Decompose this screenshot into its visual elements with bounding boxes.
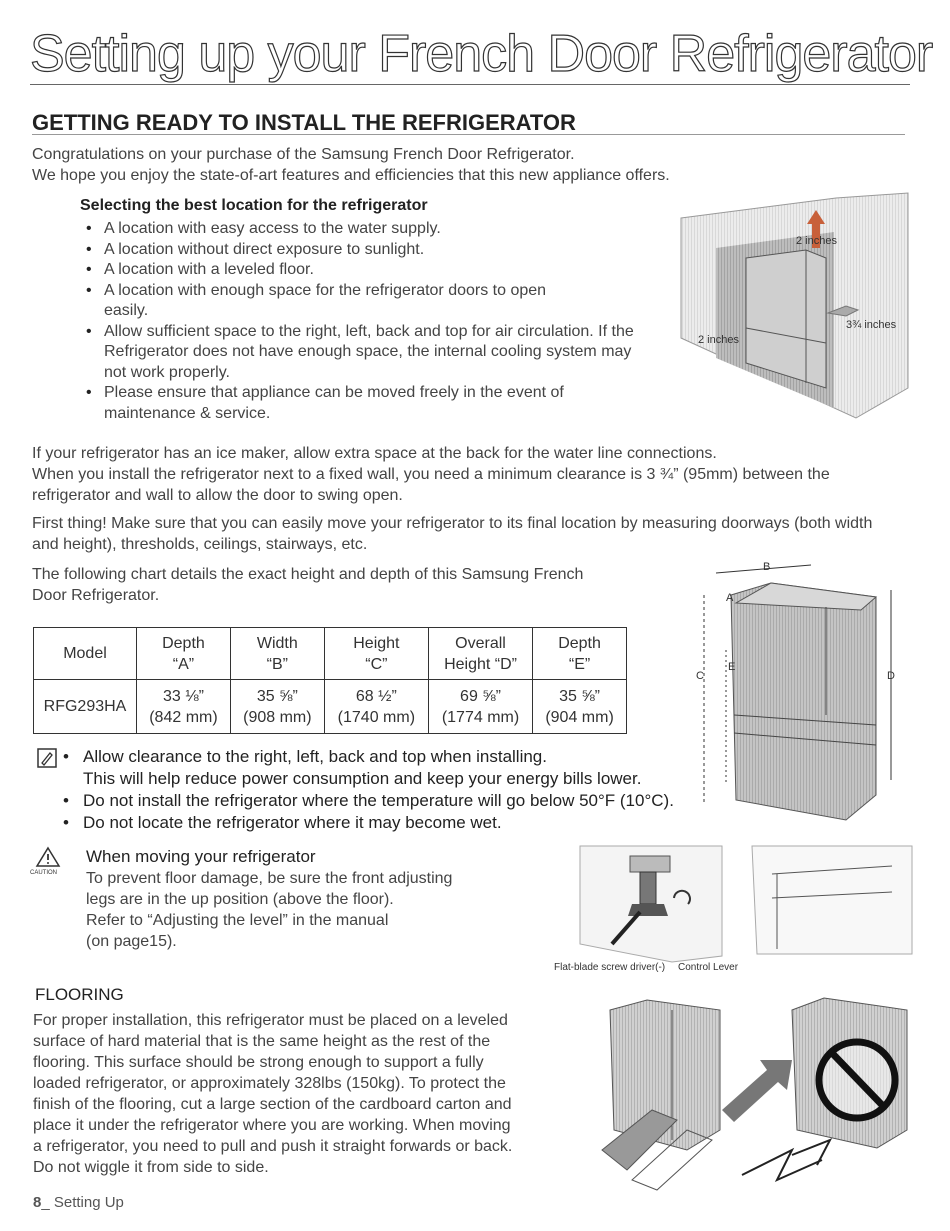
ice-maker-text — [32, 443, 912, 506]
list-item: • Do not install the refrigerator where the temperature will go below 50°F (10°C). — [63, 791, 674, 810]
table-cell: 35 ⅝” (908 mm) — [230, 680, 324, 734]
dimension-e-label: E — [728, 661, 736, 673]
list-item: • A location with easy access to the water supply. — [80, 219, 655, 240]
leg-adjust-figure — [552, 844, 914, 976]
table-header-cell: Model — [34, 628, 137, 680]
list-item: • Do not locate the refrigerator where it may become wet. — [63, 813, 502, 832]
list-item: • Allow sufficient space to the right, left, back and top for air circulation. If the Refrigerator does not have enough space, the internal cooling system may not work properly. — [80, 322, 655, 384]
control-lever-label: Control Lever — [678, 962, 739, 973]
page-number: 8 — [33, 1194, 42, 1211]
notes — [63, 746, 723, 834]
paragraph-line: When you install the refrigerator next to a fixed wall, you need a minimum clearance is 3 ¾” (95mm) between the refrigerator and wall to allow the door to swing open. — [32, 466, 830, 504]
caution-icon — [35, 846, 61, 868]
paragraph-line: flooring. This surface should be strong enough to support a fully — [33, 1054, 484, 1071]
section-divider — [32, 134, 905, 135]
list-item: • A location with enough space for the refrigerator doors to open easily. — [80, 281, 655, 322]
dimensions-table — [33, 627, 627, 734]
table-row — [34, 680, 627, 734]
footer-section: _ Setting Up — [41, 1194, 124, 1211]
paragraph-line: surface of hard material that is the same height as the rest of the — [33, 1033, 491, 1050]
dimension-b-label: B — [763, 561, 771, 573]
paragraph-line: a refrigerator, you need to pull and push it straight forwards or back. — [33, 1138, 513, 1155]
paragraph-line: place it under the refrigerator where you are working. When moving — [33, 1117, 511, 1134]
location-heading: Selecting the best location for the refrigerator — [80, 197, 428, 214]
intro-line: Congratulations on your purchase of the Samsung French Door Refrigerator. — [32, 146, 575, 163]
flooring-text — [33, 1010, 593, 1178]
table-cell: 33 ⅛” (842 mm) — [137, 680, 231, 734]
flooring-heading: FLOORING — [35, 985, 124, 1004]
paragraph-line: finish of the flooring, cut a large section of the cardboard carton and — [33, 1096, 512, 1113]
table-cell: 69 ⅝” (1774 mm) — [428, 680, 532, 734]
table-header-cell: Depth “A” — [137, 628, 231, 680]
screwdriver-label: Flat-blade screw driver(-) — [554, 962, 666, 973]
caution-label: CAUTION — [30, 870, 57, 876]
paragraph-line: If your refrigerator has an ice maker, allow extra space at the back for the water line connections. — [32, 445, 717, 462]
chart-intro-text: The following chart details the exact height and depth of this Samsung French Door Refrigerator. — [32, 566, 584, 604]
right-clearance-label: 3¾ inches — [846, 319, 897, 331]
table-header-cell: Overall Height “D” — [428, 628, 532, 680]
table-header-cell: Width “B” — [230, 628, 324, 680]
caution-heading: When moving your refrigerator — [86, 847, 316, 866]
table-cell: 68 ½” (1740 mm) — [324, 680, 428, 734]
paragraph-line: Do not wiggle it from side to side. — [33, 1159, 269, 1176]
page-title: Setting up your French Door Refrigerator — [30, 25, 933, 83]
list-item: • Allow clearance to the right, left, back and top when installing. — [63, 747, 547, 766]
paragraph-line: (on page15). — [86, 933, 177, 950]
table-header-cell: Height “C” — [324, 628, 428, 680]
list-item: • A location without direct exposure to sunlight. — [80, 240, 655, 261]
moving-figure — [592, 990, 914, 1196]
table-header-row — [34, 628, 627, 680]
first-thing-text: First thing! Make sure that you can easily move your refrigerator to its final location by measuring doorways (both width and height), thresholds, ceilings, stairways, etc. — [32, 515, 873, 553]
paragraph-line: loaded refrigerator, or approximately 328lbs (150kg). To protect the — [33, 1075, 506, 1092]
table-cell: 35 ⅝” (904 mm) — [533, 680, 627, 734]
top-clearance-label: 2 inches — [796, 235, 837, 247]
intro-line: We hope you enjoy the state-of-art features and efficiencies that this new appliance offers. — [32, 167, 670, 184]
title-divider — [30, 84, 910, 85]
paragraph-line: legs are in the up position (above the floor). — [86, 891, 394, 908]
left-clearance-label: 2 inches — [698, 334, 739, 346]
table-header-cell: Depth “E” — [533, 628, 627, 680]
footer — [33, 1194, 124, 1211]
section-heading: GETTING READY TO INSTALL THE REFRIGERATOR — [32, 110, 576, 135]
paragraph-line: Refer to “Adjusting the level” in the manual — [86, 912, 389, 929]
table-cell: RFG293HA — [34, 680, 137, 734]
list-item: This will help reduce power consumption and keep your energy bills lower. — [83, 769, 642, 788]
location-list — [80, 219, 655, 424]
paragraph-line: For proper installation, this refrigerator must be placed on a leveled — [33, 1012, 508, 1029]
caution-text — [86, 868, 546, 952]
list-item: • Please ensure that appliance can be moved freely in the event of maintenance & service. — [80, 383, 655, 424]
clearance-figure — [676, 188, 914, 424]
note-icon — [35, 746, 59, 770]
intro-text — [32, 144, 912, 186]
dimension-a-label: A — [726, 592, 734, 604]
dimension-d-label: D — [887, 670, 895, 682]
list-item: • A location with a leveled floor. — [80, 260, 655, 281]
dimension-c-label: C — [696, 670, 704, 682]
paragraph-line: To prevent floor damage, be sure the front adjusting — [86, 870, 453, 887]
